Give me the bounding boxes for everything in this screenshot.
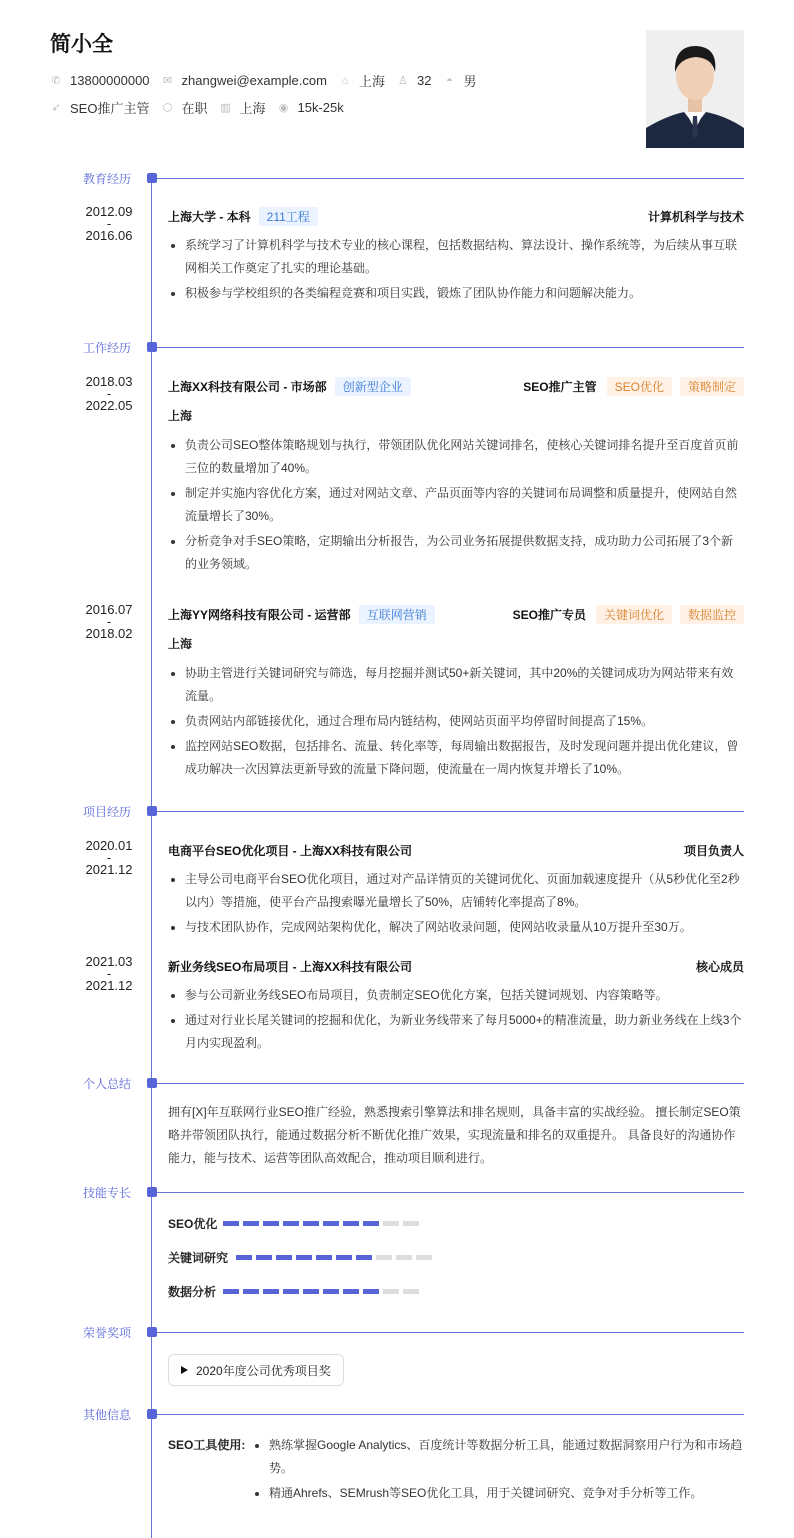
salary-icon: ◉ bbox=[278, 101, 289, 114]
project-name: 电商平台SEO优化项目 - 上海XX科技有限公司 bbox=[168, 843, 413, 858]
skill-level-segment bbox=[263, 1289, 279, 1294]
work-city: 上海 bbox=[168, 409, 193, 423]
section-title: 技能专长 bbox=[83, 1186, 132, 1200]
city: 上海 bbox=[239, 101, 266, 116]
skill-level-bar bbox=[236, 1255, 436, 1260]
skill-tag: 数据监控 bbox=[680, 605, 744, 624]
location: 上海 bbox=[358, 74, 385, 89]
skill-level-segment bbox=[303, 1289, 319, 1294]
award-item[interactable]: 2020年度公司优秀项目奖 bbox=[168, 1354, 344, 1386]
skill-level-bar bbox=[223, 1289, 423, 1294]
skill-level-segment bbox=[356, 1255, 372, 1260]
skill-level-bar bbox=[223, 1221, 423, 1226]
skill-level-segment bbox=[396, 1255, 412, 1260]
mail-icon: ✉ bbox=[162, 74, 173, 87]
building-icon: ▥ bbox=[220, 101, 231, 114]
project-role: 核心成员 bbox=[695, 959, 744, 974]
timeline-dot bbox=[147, 806, 157, 816]
bullet: 系统学习了计算机科学与技术专业的核心课程，包括数据结构、算法设计、操作系统等，为后续从事互联网相关工作奠定了扎实的理论基础。 bbox=[168, 234, 744, 280]
phone: 13800000000 bbox=[70, 73, 150, 88]
contact-row bbox=[50, 71, 488, 90]
date-range: 2018.03 - 2022.05 bbox=[85, 374, 133, 413]
skill-level-segment bbox=[303, 1221, 319, 1226]
skill-level-segment bbox=[223, 1221, 239, 1226]
bullet: 与技术团队协作，完成网站架构优化，解决了网站收录问题，使网站收录量从10万提升至30万。 bbox=[168, 916, 744, 939]
skill-level-segment bbox=[256, 1255, 272, 1260]
date-range: 2016.07 - 2018.02 bbox=[85, 602, 133, 641]
skill-level-segment bbox=[323, 1289, 339, 1294]
bullet: 熟练掌握Google Analytics、百度统计等数据分析工具，能通过数据洞察用户行为和市场趋势。 bbox=[252, 1434, 744, 1480]
timeline-dot bbox=[147, 1327, 157, 1337]
bullet: 主导公司电商平台SEO优化项目，通过对产品详情页的关键词优化、页面加载速度提升（从5秒优化至2秒以内）等措施，使平台产品搜索曝光量增长了50%，店铺转化率提高了8%。 bbox=[168, 868, 744, 914]
divider bbox=[157, 1332, 744, 1333]
skill-level-segment bbox=[343, 1221, 359, 1226]
status: 在职 bbox=[181, 101, 208, 116]
section-title: 工作经历 bbox=[83, 341, 132, 355]
date-range: 2020.01 - 2021.12 bbox=[85, 838, 133, 877]
skill-tag: 关键词优化 bbox=[596, 605, 672, 624]
email: zhangwei@example.com bbox=[181, 73, 327, 88]
skill-level-segment bbox=[403, 1289, 419, 1294]
skill-level-segment bbox=[283, 1221, 299, 1226]
skill-level-segment bbox=[296, 1255, 312, 1260]
position: SEO推广主管 bbox=[70, 101, 150, 116]
date-range: 2012.09 - 2016.06 bbox=[85, 204, 133, 243]
divider bbox=[157, 178, 744, 179]
divider bbox=[157, 347, 744, 348]
home-icon: ⌂ bbox=[341, 74, 349, 87]
bullet: 精通Ahrefs、SEMrush等SEO优化工具，用于关键词研究、竞争对手分析等工作。 bbox=[252, 1482, 744, 1505]
company: 上海YY网络科技有限公司 - 运营部 bbox=[168, 607, 351, 622]
section-title: 教育经历 bbox=[83, 172, 132, 186]
section-title: 荣誉奖项 bbox=[83, 1326, 132, 1340]
work-city: 上海 bbox=[168, 637, 193, 651]
work-entry bbox=[0, 374, 744, 576]
gender: 男 bbox=[463, 74, 477, 89]
skill-level-segment bbox=[336, 1255, 352, 1260]
bullet: 监控网站SEO数据，包括排名、流量、转化率等，每周输出数据报告，及时发现问题并提出优化建议，曾成功解决一次因算法更新导致的流量下降问题，使流量在一周内恢复并增长了10%。 bbox=[168, 735, 744, 781]
work-entry bbox=[0, 602, 744, 781]
age: 32 bbox=[416, 73, 432, 88]
bullet: 参与公司新业务线SEO布局项目，负责制定SEO优化方案，包括关键词规划、内容策略等。 bbox=[168, 984, 744, 1007]
project-role: 项目负责人 bbox=[683, 843, 744, 858]
project-entry bbox=[0, 954, 744, 1055]
date-range: 2021.03 - 2021.12 bbox=[85, 954, 133, 993]
divider bbox=[157, 1414, 744, 1415]
section-title: 其他信息 bbox=[83, 1408, 132, 1422]
skill-level-segment bbox=[323, 1221, 339, 1226]
skill-level-segment bbox=[243, 1289, 259, 1294]
skill-level-segment bbox=[403, 1221, 419, 1226]
bullet: 协助主管进行关键词研究与筛选，每月挖掘并测试50+新关键词，其中20%的关键词成功为网站带来有效流量。 bbox=[168, 662, 744, 708]
divider bbox=[157, 811, 744, 812]
send-icon: ➶ bbox=[51, 101, 61, 114]
bullet: 分析竞争对手SEO策略，定期输出分析报告，为公司业务拓展提供数据支持，成功助力公司拓展了3个新的业务领域。 bbox=[168, 530, 744, 576]
education-entry bbox=[0, 204, 744, 305]
skill-level-segment bbox=[416, 1255, 432, 1260]
skill-level-segment bbox=[383, 1289, 399, 1294]
profile-photo bbox=[646, 30, 744, 148]
bullet: 积极参与学校组织的各类编程竞赛和项目实践，锻炼了团队协作能力和问题解决能力。 bbox=[168, 282, 744, 305]
skill-level-segment bbox=[236, 1255, 252, 1260]
skill-level-segment bbox=[276, 1255, 292, 1260]
project-name: 新业务线SEO布局项目 - 上海XX科技有限公司 bbox=[168, 959, 413, 974]
timeline-dot bbox=[147, 1409, 157, 1419]
skill-level-segment bbox=[316, 1255, 332, 1260]
role: SEO推广主管 bbox=[523, 379, 597, 394]
candidate-name: 简小全 bbox=[50, 33, 113, 56]
timeline-dot bbox=[147, 1187, 157, 1197]
other-info: SEO工具使用: 熟练掌握Google Analytics、百度统计等数据分析工具，能通过数据洞察用户行为和市场趋势。 精通Ahrefs、SEMrush等SEO优化工具，用于关键词研究、竞争对手分析等工作。 bbox=[0, 1434, 744, 1507]
skill-level-segment bbox=[223, 1289, 239, 1294]
bullet: 制定并实施内容优化方案，通过对网站文章、产品页面等内容的关键词布局调整和质量提升，使网站自然流量增长了30%。 bbox=[168, 482, 744, 528]
school: 上海大学 - 本科 bbox=[168, 209, 251, 224]
company: 上海XX科技有限公司 - 市场部 bbox=[168, 379, 327, 394]
skill-item: SEO优化 bbox=[168, 1206, 462, 1240]
skill-level-segment bbox=[263, 1221, 279, 1226]
role: SEO推广专员 bbox=[512, 607, 586, 622]
age-icon: ♙ bbox=[398, 74, 408, 87]
skill-level-segment bbox=[363, 1289, 379, 1294]
skill-tag: SEO优化 bbox=[607, 377, 672, 396]
divider bbox=[157, 1192, 744, 1193]
summary-text: 拥有[X]年互联网行业SEO推广经验，熟悉搜索引擎算法和排名规则，具备丰富的实战经验。 擅长制定SEO策略并带领团队执行，能通过数据分析不断优化推广效果，实现流量和排名的双重提升。 具备良好的沟通协作能力，能与技术、运营等团队高效配合，推动项目顺利进行。 bbox=[168, 1105, 741, 1165]
skill-level-segment bbox=[383, 1221, 399, 1226]
skill-level-segment bbox=[243, 1221, 259, 1226]
skill-item: 关键词研究 bbox=[168, 1240, 462, 1274]
skill-level-segment bbox=[376, 1255, 392, 1260]
bullet: 负责公司SEO整体策略规划与执行，带领团队优化网站关键词排名，使核心关键词排名提升至百度首页前三位的数量增加了40%。 bbox=[168, 434, 744, 480]
section-title: 个人总结 bbox=[83, 1077, 132, 1091]
major: 计算机科学与技术 bbox=[647, 209, 744, 224]
salary: 15k-25k bbox=[297, 100, 344, 115]
skill-item: 数据分析 bbox=[168, 1274, 462, 1308]
divider bbox=[157, 1083, 744, 1084]
status-icon: ⬡ bbox=[162, 101, 173, 114]
bullet: 通过对行业长尾关键词的挖掘和优化，为新业务线带来了每月5000+的精准流量，助力新业务线在上线3个月内实现盈利。 bbox=[168, 1009, 744, 1055]
play-icon bbox=[181, 1366, 188, 1374]
project-entry bbox=[0, 838, 744, 939]
timeline-dot bbox=[147, 342, 157, 352]
phone-icon: ✆ bbox=[51, 74, 61, 87]
gender-icon: ◓ bbox=[446, 74, 453, 87]
skill-level-segment bbox=[343, 1289, 359, 1294]
skill-level-segment bbox=[363, 1221, 379, 1226]
tag: 互联网营销 bbox=[359, 605, 435, 624]
skill-level-segment bbox=[283, 1289, 299, 1294]
bullet: 负责网站内部链接优化，通过合理布局内链结构，使网站页面平均停留时间提高了15%。 bbox=[168, 710, 744, 733]
tag: 211工程 bbox=[259, 207, 318, 226]
timeline-dot bbox=[147, 173, 157, 183]
tag: 创新型企业 bbox=[335, 377, 411, 396]
timeline-dot bbox=[147, 1078, 157, 1088]
section-title: 项目经历 bbox=[83, 805, 132, 819]
skill-tag: 策略制定 bbox=[680, 377, 744, 396]
job-intent-row bbox=[50, 98, 356, 117]
